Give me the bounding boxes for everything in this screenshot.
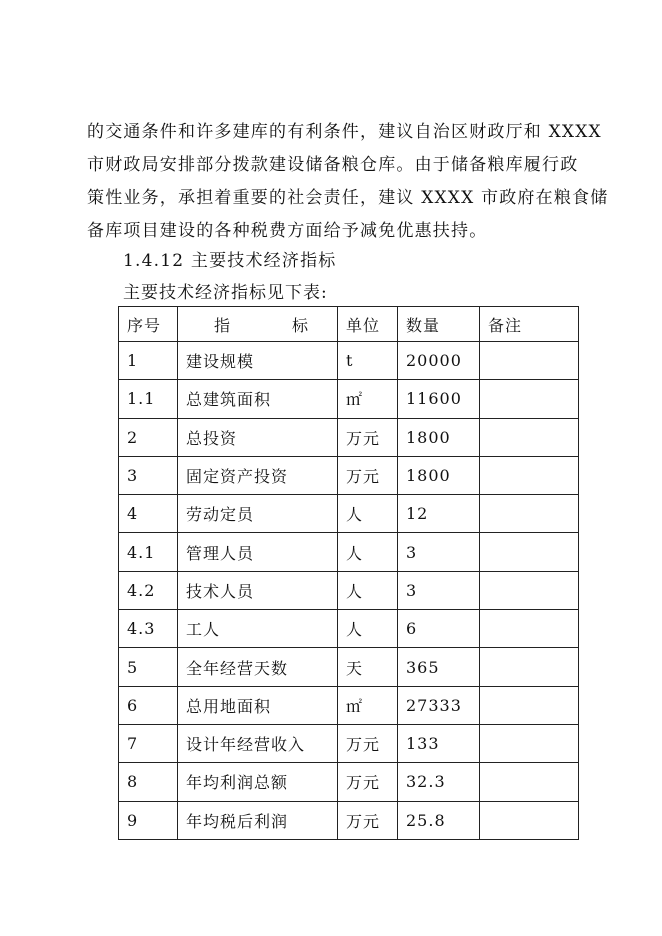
table-row bbox=[119, 686, 579, 724]
cell-quantity: 3 bbox=[398, 571, 480, 609]
cell-quantity: 3 bbox=[398, 533, 480, 571]
cell-unit: 人 bbox=[338, 495, 398, 533]
cell-quantity: 20000 bbox=[398, 342, 480, 380]
cell-remark bbox=[480, 533, 579, 571]
header-remark: 备注 bbox=[480, 307, 579, 342]
header-unit: 单位 bbox=[338, 307, 398, 342]
cell-quantity: 1800 bbox=[398, 418, 480, 456]
cell-unit: 万元 bbox=[338, 801, 398, 839]
cell-remark bbox=[480, 724, 579, 762]
cell-quantity: 133 bbox=[398, 724, 480, 762]
table-row bbox=[119, 571, 579, 609]
cell-remark bbox=[480, 342, 579, 380]
cell-quantity: 32.3 bbox=[398, 763, 480, 801]
cell-seq: 4.1 bbox=[119, 533, 178, 571]
body-paragraph bbox=[87, 116, 609, 248]
indicator-table bbox=[118, 306, 579, 840]
cell-unit: ㎡ bbox=[338, 380, 398, 418]
cell-seq: 9 bbox=[119, 801, 178, 839]
header-quantity: 数量 bbox=[398, 307, 480, 342]
cell-quantity: 11600 bbox=[398, 380, 480, 418]
cell-indicator: 设计年经营收入 bbox=[178, 724, 338, 762]
table-row bbox=[119, 342, 579, 380]
cell-seq: 1 bbox=[119, 342, 178, 380]
table-row bbox=[119, 610, 579, 648]
cell-unit: 万元 bbox=[338, 456, 398, 494]
cell-seq: 8 bbox=[119, 763, 178, 801]
table-row bbox=[119, 456, 579, 494]
cell-seq: 5 bbox=[119, 648, 178, 686]
cell-quantity: 12 bbox=[398, 495, 480, 533]
cell-quantity: 6 bbox=[398, 610, 480, 648]
cell-remark bbox=[480, 495, 579, 533]
cell-remark bbox=[480, 648, 579, 686]
cell-seq: 1.1 bbox=[119, 380, 178, 418]
table-row bbox=[119, 418, 579, 456]
table-row bbox=[119, 380, 579, 418]
cell-remark bbox=[480, 610, 579, 648]
cell-indicator: 总用地面积 bbox=[178, 686, 338, 724]
cell-indicator: 劳动定员 bbox=[178, 495, 338, 533]
cell-seq: 4.2 bbox=[119, 571, 178, 609]
cell-seq: 2 bbox=[119, 418, 178, 456]
section-heading: 1.4.12 主要技术经济指标 bbox=[123, 251, 337, 271]
cell-unit: 天 bbox=[338, 648, 398, 686]
header-seq: 序号 bbox=[119, 307, 178, 342]
table-row bbox=[119, 533, 579, 571]
cell-remark bbox=[480, 380, 579, 418]
cell-indicator: 年均利润总额 bbox=[178, 763, 338, 801]
cell-seq: 3 bbox=[119, 456, 178, 494]
cell-indicator: 技术人员 bbox=[178, 571, 338, 609]
cell-unit: 万元 bbox=[338, 763, 398, 801]
cell-remark bbox=[480, 456, 579, 494]
cell-seq: 6 bbox=[119, 686, 178, 724]
cell-seq: 4 bbox=[119, 495, 178, 533]
table-row bbox=[119, 495, 579, 533]
table-row bbox=[119, 648, 579, 686]
cell-indicator: 总建筑面积 bbox=[178, 380, 338, 418]
table-row bbox=[119, 724, 579, 762]
cell-unit: 万元 bbox=[338, 724, 398, 762]
cell-remark bbox=[480, 686, 579, 724]
cell-indicator: 建设规模 bbox=[178, 342, 338, 380]
table-row bbox=[119, 763, 579, 801]
header-indicator bbox=[178, 307, 338, 342]
cell-remark bbox=[480, 571, 579, 609]
table-row bbox=[119, 801, 579, 839]
cell-unit: 人 bbox=[338, 533, 398, 571]
paragraph-line: 备库项目建设的各种税费方面给予减免优惠扶持。 bbox=[87, 221, 488, 241]
table-header-row bbox=[119, 307, 579, 342]
paragraph-line: 市财政局安排部分拨款建设储备粮仓库。由于储备粮库履行政 bbox=[87, 155, 579, 175]
cell-quantity: 365 bbox=[398, 648, 480, 686]
cell-unit: 人 bbox=[338, 571, 398, 609]
cell-indicator: 全年经营天数 bbox=[178, 648, 338, 686]
cell-remark bbox=[480, 763, 579, 801]
cell-seq: 4.3 bbox=[119, 610, 178, 648]
header-indicator-right: 标 bbox=[291, 315, 309, 335]
cell-unit: t bbox=[338, 342, 398, 380]
paragraph-line: 的交通条件和许多建库的有利条件，建议自治区财政厅和 XXXX bbox=[87, 122, 602, 142]
cell-seq: 7 bbox=[119, 724, 178, 762]
cell-quantity: 27333 bbox=[398, 686, 480, 724]
cell-indicator: 管理人员 bbox=[178, 533, 338, 571]
cell-indicator: 固定资产投资 bbox=[178, 456, 338, 494]
cell-indicator: 总投资 bbox=[178, 418, 338, 456]
cell-remark bbox=[480, 418, 579, 456]
header-indicator-left: 指 bbox=[214, 315, 232, 335]
cell-remark bbox=[480, 801, 579, 839]
cell-quantity: 1800 bbox=[398, 456, 480, 494]
cell-indicator: 工人 bbox=[178, 610, 338, 648]
cell-indicator: 年均税后利润 bbox=[178, 801, 338, 839]
cell-unit: ㎡ bbox=[338, 686, 398, 724]
cell-unit: 万元 bbox=[338, 418, 398, 456]
cell-unit: 人 bbox=[338, 610, 398, 648]
table-intro: 主要技术经济指标见下表: bbox=[123, 283, 328, 303]
paragraph-line: 策性业务，承担着重要的社会责任，建议 XXXX 市政府在粮食储 bbox=[87, 188, 609, 208]
cell-quantity: 25.8 bbox=[398, 801, 480, 839]
